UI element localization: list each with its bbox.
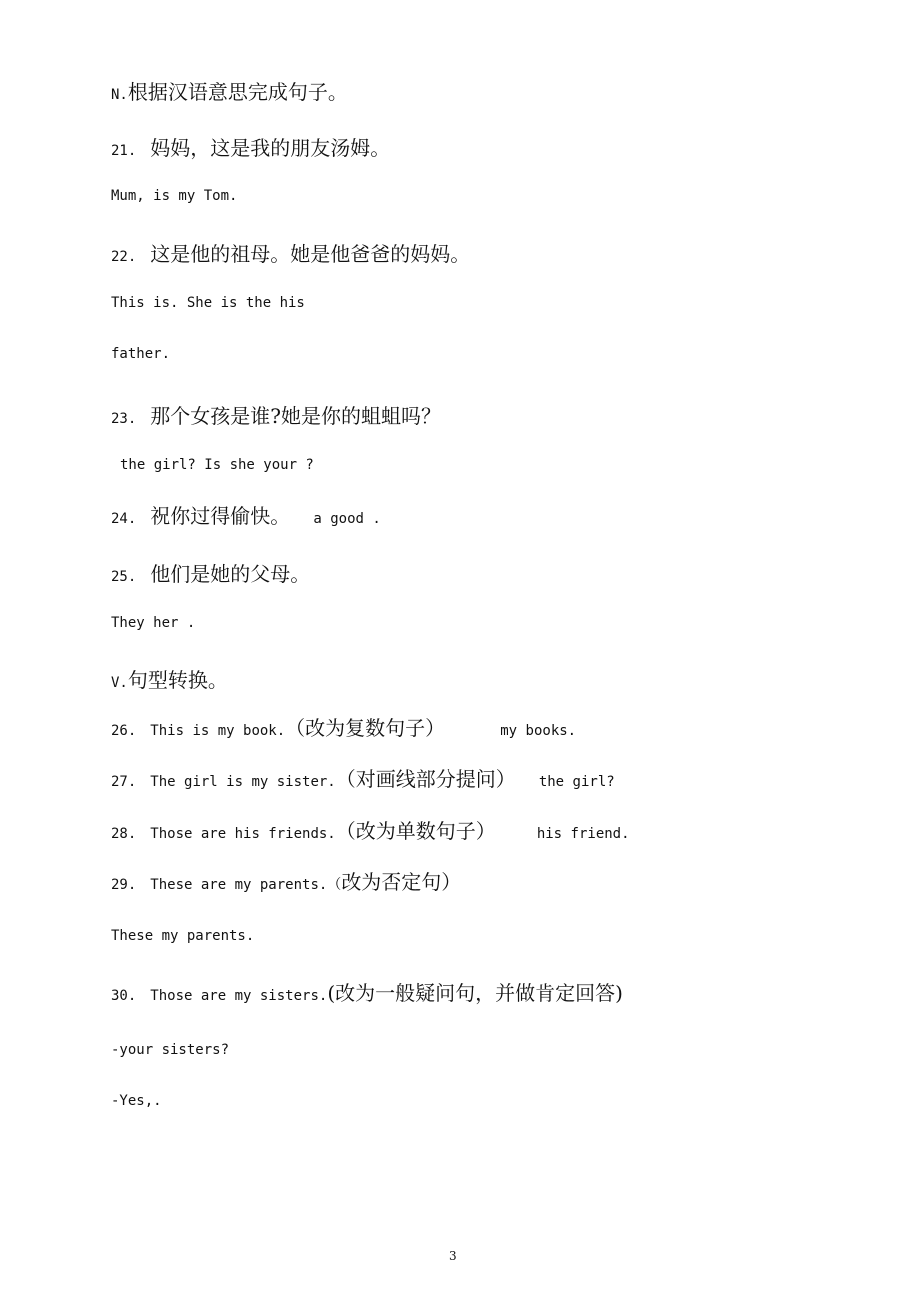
question-chinese: 他们是她的父母。 xyxy=(150,562,311,586)
question-chinese: 妈妈，这是我的朋友汤姆。 xyxy=(150,136,391,160)
question-instruction: 改为否定句） xyxy=(341,870,462,894)
question-instruction: (改为一般疑问句，并做肯定回答) xyxy=(327,981,623,1005)
section-4-heading: 根据汉语意思完成句子。 xyxy=(127,80,348,104)
question-instruction: （改为单数句子） xyxy=(335,819,496,843)
question-number: 23. xyxy=(111,411,137,427)
answer-26: my books. xyxy=(500,723,577,739)
section-4-title xyxy=(111,82,348,102)
question-instruction: （对画线部分提问） xyxy=(335,767,516,791)
question-number: 21. xyxy=(111,143,137,159)
question-number: 30. xyxy=(111,988,137,1004)
question-28 xyxy=(111,821,630,841)
answer-30-line-1: -your sisters? xyxy=(111,1042,230,1058)
answer-22-line-2: father. xyxy=(111,346,171,362)
answer-29: These my parents. xyxy=(111,928,255,944)
question-25 xyxy=(111,564,310,584)
question-english: Those are his friends. xyxy=(150,826,336,842)
section-5-title xyxy=(111,670,228,690)
question-number: 29. xyxy=(111,877,137,893)
answer-24: a good . xyxy=(313,511,381,527)
answer-25: They her . xyxy=(111,615,196,631)
answer-23: the girl? Is she your ? xyxy=(120,457,314,473)
question-number: 26. xyxy=(111,723,137,739)
question-chinese: 那个女孩是谁?她是你的蛆蛆吗？ xyxy=(150,404,442,428)
question-29 xyxy=(111,872,461,892)
question-23 xyxy=(111,406,441,426)
question-english: These are my parents.（ xyxy=(150,877,342,893)
section-4-prefix: N. xyxy=(111,87,128,103)
question-english: The girl is my sister. xyxy=(150,774,336,790)
question-22 xyxy=(111,244,470,264)
answer-22-line-1: This is. She is the his xyxy=(111,295,305,311)
question-21 xyxy=(111,138,390,158)
question-chinese: 祝你过得偷快。 xyxy=(150,504,291,528)
question-number: 27. xyxy=(111,774,137,790)
question-instruction: （改为复数句子） xyxy=(285,716,446,740)
question-24 xyxy=(111,506,381,526)
question-26 xyxy=(111,718,576,738)
question-number: 24. xyxy=(111,511,137,527)
answer-30-line-2: -Yes,. xyxy=(111,1093,162,1109)
answer-27: the girl? xyxy=(538,774,615,790)
section-5-heading: 句型转换。 xyxy=(127,668,228,692)
question-chinese: 这是他的祖母。她是他爸爸的妈妈。 xyxy=(150,242,471,266)
page-number: 3 xyxy=(449,1249,457,1263)
question-english: Those are my sisters. xyxy=(150,988,328,1004)
question-number: 28. xyxy=(111,826,137,842)
answer-28: his friend. xyxy=(536,826,630,842)
question-english: This is my book. xyxy=(150,723,286,739)
question-number: 22. xyxy=(111,249,137,265)
question-30 xyxy=(111,983,623,1003)
section-5-prefix: V. xyxy=(111,675,128,691)
answer-21: Mum, is my Tom. xyxy=(111,188,238,204)
question-27 xyxy=(111,769,615,789)
question-number: 25. xyxy=(111,569,137,585)
